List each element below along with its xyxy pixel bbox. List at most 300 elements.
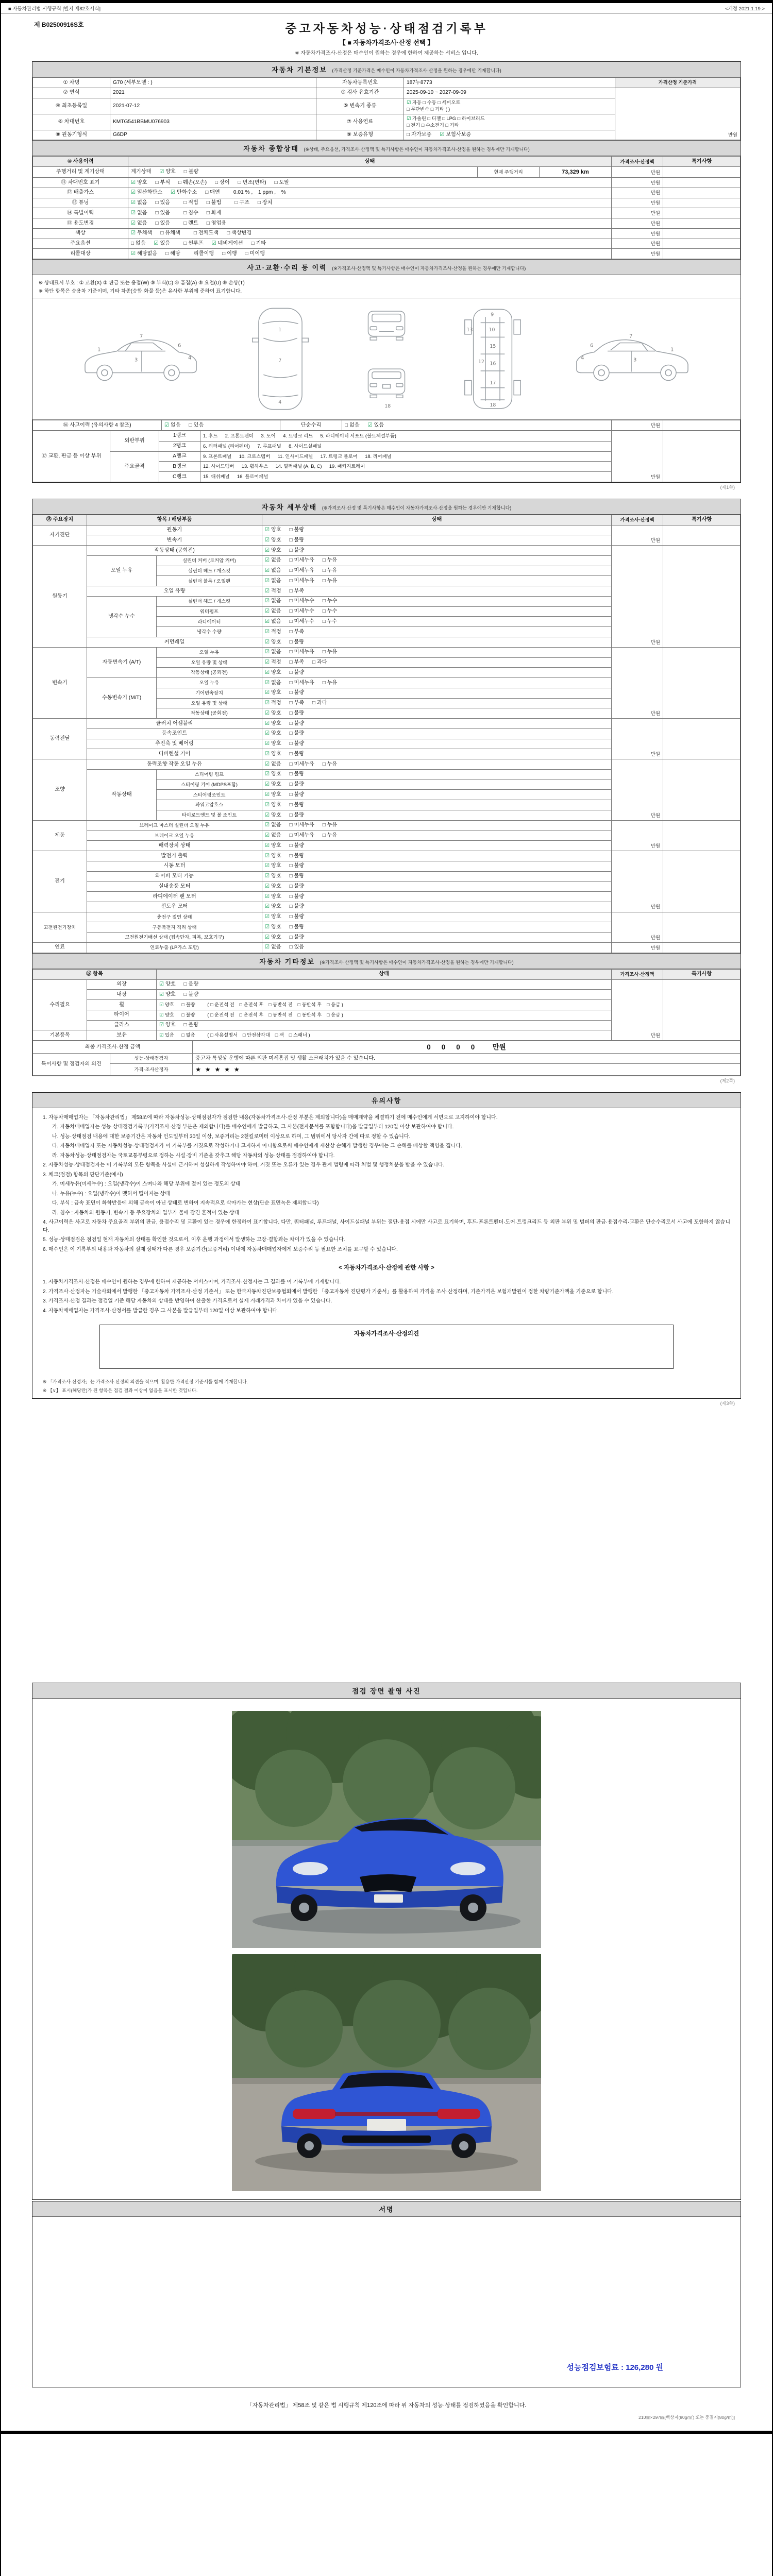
document-header xyxy=(1,14,772,61)
label-cell: B랭크 xyxy=(159,462,200,472)
value-cell: 1. 후드 2. 프론트펜더 3. 도어 4. 트렁크 리드 5. 라디에이터 서포트 (볼트체결부품) xyxy=(200,431,612,441)
form-reference-strip xyxy=(1,3,772,14)
label-cell: 오일 유량 xyxy=(87,586,262,597)
section-bar-detail-condition xyxy=(32,499,741,515)
column-header: 가격조사·산정액 xyxy=(612,157,663,167)
value-cell xyxy=(663,198,741,208)
label-cell: 라디에이터 팬 모터 xyxy=(87,892,262,902)
car-top-view-diagram xyxy=(244,303,316,414)
first-registration-date-value: 2021-07-12 xyxy=(110,98,316,114)
label-cell: 리콜대상 xyxy=(33,249,128,259)
value-cell xyxy=(663,979,741,1041)
svg-text:1: 1 xyxy=(97,347,101,353)
label-cell: 윈도우 모터 xyxy=(87,902,262,912)
form-reference-left: ■ 자동차관리법 시행규칙 [별지 제82호서식] xyxy=(8,6,100,12)
transmission-type-options: ☑ 자동 □ 수동 □ 세미오토 □ 무단변속 □ 기타 ( ) xyxy=(404,98,615,114)
fuel-type-options: ☑ 가솔린 □ 디젤 □ LPG □ 하이브리드 □ 전기 □ 수소전기 □ 기타 xyxy=(404,114,615,130)
notice-line: 4. 사고이력은 사고로 자동차 주요골격 부위의 판금, 용접수리 및 교환이 있는 경우에 한정하여 표기합니다. 다만, 쿼터패널, 루프패널, 사이드실패널 부위는 절단·용접 시에만 사고로 표기하며, 후드·프론트펜더·도어·트렁크리드 등 외판 부위 및 범퍼의 판금·용접수리·교환은 단순수리로서 사고에 포함하지 않습니다. xyxy=(43,1219,730,1233)
appraisal-opinion-box xyxy=(99,1325,674,1369)
value-cell: ☑ 양호 □ 불량 xyxy=(262,728,612,739)
section-bar-basic-info xyxy=(32,62,741,77)
value-cell xyxy=(663,912,741,942)
base-price-amount: 만원 xyxy=(615,88,741,140)
label-cell: 오일 누유 xyxy=(157,678,262,688)
label-cell: 조향 xyxy=(33,759,87,821)
value-cell: ☑ 양호 □ 불량 xyxy=(262,851,612,861)
label-cell: 충전구 절연 상태 xyxy=(87,912,262,922)
label-cell: 성능·상태점검자 xyxy=(110,1054,193,1064)
value-cell: ☑ 양호 □ 불량 xyxy=(262,871,612,882)
amount-cell: 만원 xyxy=(612,719,663,759)
notice-line: 가. 자동차매매업자는 성능·상태점검기록부(가격조사·산정 부분은 제외합니다)를 매수인에게 발급하고, 그 사본(전자문서를 포함합니다)을 발급일부터 120일 이상 보관하여야 합니다. xyxy=(52,1124,454,1130)
value-cell: 계기상태 ☑ 양호 □ 불량 xyxy=(128,167,478,178)
label-cell: ⑮ 용도변경 xyxy=(33,218,128,229)
label-cell: 전기 xyxy=(33,851,87,912)
label-cell: 오일 누유 xyxy=(157,647,262,657)
label-cell: 오일 유량 및 상태 xyxy=(157,698,262,708)
label-cell: 추진축 및 베어링 xyxy=(87,739,262,749)
amount-cell: 만원 xyxy=(612,979,663,1041)
label-cell: 연료누출 (LP가스 포함) xyxy=(87,942,262,953)
value-cell: ☑ 없음 □ 있음 xyxy=(262,942,612,953)
label-cell: 스티어링조인트 xyxy=(157,790,262,800)
premium-label: 성능점검보험료 : xyxy=(566,2363,624,2372)
car-underbody-diagram xyxy=(457,303,529,414)
svg-text:3: 3 xyxy=(134,357,138,363)
notice-line: 나. 누유(누수) : 오일(냉각수)이 맺혀서 떨어지는 상태 xyxy=(52,1191,170,1197)
label-cell: 외장 xyxy=(87,979,157,990)
accident-history-options: ☑ 없음 □ 있음 xyxy=(162,420,280,431)
value-cell: ☑ 없음 □ 미세누유 □ 누유 xyxy=(262,576,612,586)
label-cell: 현재 주행거리 xyxy=(477,167,539,178)
amount-cell: 만원 xyxy=(612,228,663,239)
label-cell: 클러치 어셈블리 xyxy=(87,719,262,729)
label-cell: 냉각수 수량 xyxy=(157,627,262,637)
label-cell: 색상 xyxy=(33,228,128,239)
photo-area xyxy=(32,1699,741,2199)
section-bar-accident-history xyxy=(32,259,741,275)
label-cell: ⑫ 배출가스 xyxy=(33,188,128,198)
label-cell: ⑧ 원동기형식 xyxy=(33,130,110,140)
label-cell: 고전원전기배선 상태 (접속단자, 피복, 보호기구) xyxy=(87,933,262,943)
svg-text:13: 13 xyxy=(466,327,473,333)
label-cell: 가격·조사산정자 xyxy=(110,1064,193,1076)
base-price-header: 가격산정 기준가격 xyxy=(615,78,741,88)
document-subtitle: 【 ■ 자동차가격조사·산정 선택 】 xyxy=(339,39,434,46)
value-cell xyxy=(663,167,741,178)
label-cell: 타이로드엔드 및 볼 조인트 xyxy=(157,810,262,821)
document-title: 중고자동차성능·상태점검기록부 xyxy=(285,22,488,35)
column-header: 상태 xyxy=(262,515,612,525)
value-cell: ☑ 적정 □ 부족 xyxy=(262,586,612,597)
odometer-value: 73,329 km xyxy=(539,167,611,178)
label-cell: 자동변속기 (A/T) xyxy=(87,647,157,677)
notices-footnotes xyxy=(32,1373,741,1398)
amount-cell: 만원 xyxy=(612,249,663,259)
label-cell: 작동상태 (공회전) xyxy=(87,546,262,556)
label-cell: 오일 누유 xyxy=(87,555,157,586)
section-notices xyxy=(32,1092,741,1399)
car-damage-diagrams xyxy=(32,298,741,420)
value-cell: ☑ 해당없음 □ 해당 리콜이행 □ 이행 □ 미이행 xyxy=(128,249,612,259)
column-header: 가격조사·산정액 xyxy=(612,515,663,525)
value-cell: ☑ 적정 □ 부족 □ 과다 xyxy=(262,698,612,708)
price-notices-text xyxy=(32,1273,741,1318)
value-cell: ☑ 없음 □ 미세누유 □ 누유 xyxy=(262,566,612,576)
value-cell: ☑ 없음 □ 미세누유 □ 누유 xyxy=(262,555,612,566)
label-cell: ⑦ 사용연료 xyxy=(316,114,404,130)
value-cell: ☑ 양호 □ 불량 xyxy=(262,882,612,892)
svg-text:4: 4 xyxy=(278,399,282,405)
label-cell: 글라스 xyxy=(87,1020,157,1030)
value-cell: ☑ 없음 □ 미세누유 □ 누유 xyxy=(262,759,612,770)
inspection-insurance-premium xyxy=(566,2362,663,2372)
value-cell: ☑ 양호 □ 불량 ( □ 운전석 전 □ 운전석 후 □ 동반석 전 □ 동반석 후 □ 응급 ) xyxy=(157,1010,612,1020)
notice-line: 다. 자동차매매업자 또는 자동차성능·상태점검자가 이 기록부를 거짓으로 작성하거나 고지하지 아니함으로써 매수인에게 재산상 손해가 발생한 경우에는 그 손해를 배상할 책임을 집니다. xyxy=(52,1143,462,1149)
label-cell: 원동기 xyxy=(33,546,87,648)
label-cell: ⑬ 튜닝 xyxy=(33,198,128,208)
section-bar-overall-condition xyxy=(32,140,741,156)
label-cell: 단순수리 xyxy=(280,420,342,431)
label-cell: 스티어링 펌프 xyxy=(157,769,262,779)
label-cell: 커먼레일 xyxy=(87,637,262,648)
section-note-accident-history: (※가격조사·산정액 및 특기사항은 매수인이 자동차가격조사·산정을 원하는 경우에만 기재합니다) xyxy=(332,266,526,272)
notice-line: 나. 성능·상태점검 내용에 대한 보증기간은 자동차 인도일부터 30일 이상, 보증거리는 2천킬로미터 이상으로 하며, 그 범위에서 당사자 간에 따로 정할 수 있습니다. xyxy=(52,1133,411,1140)
column-header: 특기사항 xyxy=(663,969,741,979)
svg-text:1: 1 xyxy=(670,347,674,353)
svg-text:1: 1 xyxy=(278,327,282,333)
notice-line: 3. 가격조사·산정 결과는 점검일 기준 해당 자동차의 상태를 반영하여 산출한 가격으로서 실제 거래가격과 차이가 있을 수 있습니다. xyxy=(43,1298,332,1304)
basic-info-table xyxy=(32,77,741,140)
label-cell: 2랭크 xyxy=(159,441,200,451)
amount-cell: 만원 xyxy=(612,647,663,718)
car-side-right-diagram xyxy=(567,311,696,406)
section-note-etc-info: (※가격조사·산정액 및 특기사항은 매수인이 자동차가격조사·산정을 원하는 경우에만 기재합니다) xyxy=(320,959,514,965)
value-cell: ☑ 양호 □ 불량 xyxy=(262,749,612,759)
label-cell: 변속기 xyxy=(87,535,262,546)
label-cell: 제동 xyxy=(33,820,87,851)
amount-cell: 만원 xyxy=(612,218,663,229)
label-cell: 주요옵션 xyxy=(33,239,128,249)
column-header: 상태 xyxy=(157,969,612,979)
notice-line: 5. 성능·상태점검은 점검일 현재 자동차의 상태를 확인한 것으로서, 이후 운행 과정에서 발생하는 고장·결함과는 차이가 있을 수 있습니다. xyxy=(43,1237,345,1243)
notice-line: 1. 자동차가격조사·산정은 매수인이 원하는 경우에 한하여 제공하는 서비스이며, 가격조사·산정자는 그 결과를 이 기록부에 기재합니다. xyxy=(43,1279,341,1285)
column-header: 가격조사·산정액 xyxy=(612,969,663,979)
section-title-photos: 점검 장면 촬영 사진 xyxy=(352,1687,421,1696)
svg-text:9: 9 xyxy=(490,312,494,318)
notice-line: 라. 자동차성능·상태점검자는 국토교통부령으로 정하는 시설·장비 기준을 갖추고 해당 자동차의 성능·상태를 점검하여야 합니다. xyxy=(52,1153,335,1159)
label-cell: 기어변속장치 xyxy=(157,688,262,698)
value-cell: 6. 쿼터패널 (리어펜더) 7. 루프패널 8. 사이드실패널 xyxy=(200,441,612,451)
value-cell xyxy=(663,546,741,648)
label-cell: 브레이크 오일 누유 xyxy=(87,831,262,841)
value-cell: ☑ 양호 □ 불량 xyxy=(262,546,612,556)
value-cell: ☑ 양호 □ 부식 □ 훼손(오손) □ 상이 □ 변조(변타) □ 도말 xyxy=(128,178,612,188)
label-cell: 기본품목 xyxy=(33,1030,87,1041)
model-year-value: 2021 xyxy=(110,88,316,98)
notice-line: 1. 자동차매매업자는 「자동차관리법」 제58조에 따라 자동차성능·상태점검자가 점검한 내용(자동차가격조사·산정 부분은 제외합니다)을 매매계약을 체결하기 전에 매수인에게 서면으로 고지하여야 합니다. xyxy=(43,1114,498,1121)
value-cell xyxy=(663,431,741,482)
inspection-photo-rear xyxy=(232,1954,541,2191)
amount-cell: 만원 xyxy=(612,420,663,431)
inspection-valid-period-value: 2025-09-10 ~ 2027-09-09 xyxy=(404,88,615,98)
amount-cell: 만원 xyxy=(612,525,663,546)
car-side-left-diagram xyxy=(77,311,206,406)
column-header: 특기사항 xyxy=(663,157,741,167)
column-header: ⑲ 항목 xyxy=(33,969,157,979)
label-cell: 동력전달 xyxy=(33,719,87,759)
value-cell: ☑ 없음 □ 미세누수 □ 누수 xyxy=(262,596,612,606)
form-reference-right: <개정 2021.1.19.> xyxy=(725,6,765,12)
notice-line: 가. 미세누유(미세누수) : 오일(냉각수)이 스며나와 해당 부위에 젖어 있는 정도의 상태 xyxy=(52,1181,241,1188)
value-cell: ☑ 양호 □ 불량 xyxy=(262,668,612,678)
page-marker-2: (제2쪽) xyxy=(720,1078,735,1083)
notice-line: 라. 침수 : 자동차의 원동기, 변속기 등 주요장치의 일부가 물에 잠긴 흔적이 있는 상태 xyxy=(52,1210,240,1216)
footer-paper-spec: 210㎜×297㎜[백상지(80g/㎡) 또는 중질지(80g/㎡)] xyxy=(638,2415,735,2420)
label-cell: 주행거리 및 계기상태 xyxy=(33,167,128,178)
column-header: 특기사항 xyxy=(663,515,741,525)
amount-cell: 만원 xyxy=(612,198,663,208)
page-bottom-edge xyxy=(1,2431,772,2434)
value-cell: ☑ 양호 □ 불량 ( □ 운전석 전 □ 운전석 후 □ 동반석 전 □ 동반석 후 □ 응급 ) xyxy=(157,1000,612,1010)
value-cell: ☑ 없음 □ 있음 □ 침수 □ 화재 xyxy=(128,208,612,218)
value-cell: ☑ 양호 □ 불량 xyxy=(262,861,612,871)
inspection-photo-front xyxy=(232,1711,541,1948)
value-cell: ☑ 없음 □ 미세누유 □ 누유 xyxy=(262,831,612,841)
svg-text:3: 3 xyxy=(633,357,637,363)
value-cell: ☑ 없음 □ 있음 □ 적법 □ 불법 □ 구조 □ 장치 xyxy=(128,198,612,208)
amount-cell: 만원 xyxy=(612,546,663,648)
section-note-basic-info: (가격산정 기준가격은 매수인이 자동차가격조사·산정을 원하는 경우에만 기재합니다) xyxy=(332,68,501,73)
value-cell: ☑ 양호 □ 불량 xyxy=(262,739,612,749)
column-header: ⑱ 주요장치 xyxy=(33,515,87,525)
value-cell: ☑ 양호 □ 불량 xyxy=(262,769,612,779)
label-cell: 연료 xyxy=(33,942,87,953)
amount-cell: 만원 xyxy=(612,820,663,851)
section-note-detail-condition: (※가격조사·산정 및 특기사항은 매수인이 자동차가격조사·산정을 원하는 경우에만 기재합니다) xyxy=(322,505,512,511)
svg-text:4: 4 xyxy=(188,355,192,361)
engine-type-value: G6DP xyxy=(110,130,316,140)
amount-cell: 만원 xyxy=(612,208,663,218)
value-cell: ☑ 양호 □ 불량 xyxy=(262,790,612,800)
section-title-overall-condition: 자동차 종합상태 xyxy=(243,145,299,153)
value-cell: ☑ 양호 □ 불량 xyxy=(262,719,612,729)
value-cell: ☑ 없음 □ 있음 □ 렌트 □ 영업용 xyxy=(128,218,612,229)
amount-cell: 만원 xyxy=(612,759,663,821)
value-cell: ☑ 양호 □ 불량 xyxy=(262,637,612,648)
accident-history-label: ⑯ 사고이력 (유의사항 4 참조) xyxy=(33,420,162,431)
value-cell: ☑ 양호 □ 불량 xyxy=(262,922,612,933)
car-front-rear-diagram xyxy=(356,303,417,414)
section-title-detail-condition: 자동차 세부상태 xyxy=(261,503,317,511)
notice-line: ※ 【∨】 표시(해당란)가 된 항목은 점검 결과 이상이 없음을 표시한 것입니다. xyxy=(43,1388,198,1394)
label-cell: 수리필요 xyxy=(33,979,87,1030)
notice-line: 2. 자동차성능·상태점검자는 이 기록부의 모든 항목을 사실에 근거하여 성실하게 작성하여야 하며, 거짓 또는 오류가 있는 경우 관계 법령에 따라 처벌 및 행정처분을 받을 수 있습니다. xyxy=(43,1162,445,1168)
price-notice-title: < 자동차가격조사·산정에 관한 사항 > xyxy=(339,1265,434,1272)
section-title-sign: 서명 xyxy=(379,2206,394,2214)
label-cell: ⑤ 변속기 종류 xyxy=(316,98,404,114)
value-cell xyxy=(663,239,741,249)
etc-info-table xyxy=(32,969,741,1041)
value-cell xyxy=(663,420,741,431)
svg-text:6: 6 xyxy=(177,343,181,349)
value-cell: ☑ 없음 □ 미세누유 □ 누유 xyxy=(262,820,612,831)
diagram-note: ※ 하단 항목은 승용차 기준이며, 기타 차종(승합·화물 등)은 유사한 부위에 준하여 표기합니다. xyxy=(39,289,242,295)
label-cell: 실린더 블록 / 오일팬 xyxy=(157,576,262,586)
label-cell: 외판부위 xyxy=(110,431,159,451)
value-cell: □ 없음 ☑ 있음 □ 썬루프 ☑ 네비게이션 □ 기타 xyxy=(128,239,612,249)
overall-condition-table xyxy=(32,156,741,259)
value-cell: ☑ 적정 □ 부족 □ 과다 xyxy=(262,657,612,668)
value-cell xyxy=(663,820,741,851)
label-cell: 1랭크 xyxy=(159,431,200,441)
value-cell xyxy=(663,719,741,759)
svg-text:15: 15 xyxy=(490,344,496,350)
value-cell: ☑ 양호 □ 불량 xyxy=(262,708,612,719)
emission-values: ☑ 일산화탄소 ☑ 탄화수소 □ 매연 0.01 % , 1 ppm , % xyxy=(128,188,612,198)
inspector-opinion-text: 중고차 특성상 운행에 따른 외판 미세흠집 및 생활 스크래치가 있을 수 있습니다. xyxy=(193,1054,741,1064)
label-cell: 시동 모터 xyxy=(87,861,262,871)
label-cell: 라디에이터 xyxy=(157,617,262,627)
value-cell: ☑ 없음 □ 미세누유 □ 누유 xyxy=(262,647,612,657)
svg-text:18: 18 xyxy=(384,403,391,410)
label-cell: 실린더 헤드 / 개스킷 xyxy=(157,596,262,606)
document-number: 제 B02500916S호 xyxy=(34,21,84,28)
value-cell: ☑ 양호 □ 불량 xyxy=(262,535,612,546)
amount-cell: 만원 xyxy=(612,912,663,942)
value-cell xyxy=(663,249,741,259)
value-cell: ☑ 양호 □ 불량 xyxy=(262,800,612,810)
label-cell: 브레이크 마스터 실린더 오일 누유 xyxy=(87,820,262,831)
blank-area xyxy=(1,1415,772,1683)
svg-text:6: 6 xyxy=(590,343,594,349)
value-cell: ☑ 양호 □ 불량 xyxy=(157,979,612,990)
section-title-basic-info: 자동차 기본정보 xyxy=(272,66,327,74)
label-cell: 고전원전기장치 xyxy=(33,912,87,942)
label-cell: 자기진단 xyxy=(33,525,87,546)
value-cell xyxy=(663,228,741,239)
value-cell: ☑ 양호 □ 불량 xyxy=(262,779,612,790)
value-cell xyxy=(663,218,741,229)
value-cell: ☑ 양호 □ 불량 xyxy=(262,933,612,943)
label-cell: 발전기 출력 xyxy=(87,851,262,861)
label-cell: ⑨ 보증유형 xyxy=(316,130,404,140)
exchange-repair-table xyxy=(32,431,741,482)
label-cell: 실린더 커버 (로커암 커버) xyxy=(157,555,262,566)
label-cell: ② 연식 xyxy=(33,88,110,98)
amount-cell: 만원 xyxy=(612,167,663,178)
label-cell: ⑪ 차대번호 표기 xyxy=(33,178,128,188)
label-cell: 오일 유량 및 상태 xyxy=(157,657,262,668)
vehicle-name-value: G70 (세부모델 : ) xyxy=(110,78,316,88)
value-cell: ☑ 있음 □ 없음 ( □ 사용설명서 □ 안전삼각대 □ 잭 □ 스패너 ) xyxy=(157,1030,612,1041)
premium-value: 126,280 원 xyxy=(626,2363,663,2372)
simple-repair-options: □ 없음 ☑ 있음 xyxy=(342,420,612,431)
label-cell: 특이사항 및 점검자의 의견 xyxy=(33,1054,110,1076)
section-bar-photos xyxy=(32,1683,741,1699)
label-cell: 주요골격 xyxy=(110,451,159,482)
svg-text:16: 16 xyxy=(490,361,496,367)
svg-text:17: 17 xyxy=(490,380,496,386)
label-cell: ⑰ 교환, 판금 등 이상 부위 xyxy=(33,431,110,482)
section-title-accident-history: 사고·교환·수리 등 이력 xyxy=(247,264,327,272)
value-cell: ☑ 적정 □ 부족 xyxy=(262,627,612,637)
section-note-overall-condition: (※상태, 주요옵션, 가격조사·산정액 및 특기사항은 매수인이 자동차가격조사·산정을 원하는 경우에만 기재합니다) xyxy=(304,147,530,152)
svg-text:18: 18 xyxy=(490,402,496,409)
document-title-note: ※ 자동차가격조사·산정은 매수인이 원하는 경우에 한하여 제공하는 서비스 입니다. xyxy=(295,50,478,56)
notice-line: 다. 부식 : 금속 표면이 화학반응에 의해 금속이 아닌 상태로 변하여 지속적으로 삭아가는 현상(단순 표면녹은 제외합니다) xyxy=(52,1200,319,1207)
label-cell: 파워고압호스 xyxy=(157,800,262,810)
section-title-notices: 유의사항 xyxy=(371,1096,402,1105)
section-block-detail xyxy=(32,499,741,1076)
svg-text:7: 7 xyxy=(139,333,143,340)
value-cell: ☑ 양호 □ 불량 xyxy=(262,841,612,851)
svg-text:7: 7 xyxy=(278,358,282,364)
footer-statement: 「자동차관리법」 제58조 및 같은 법 시행규칙 제120조에 따라 위 자동차의 성능·상태를 점검하였음을 확인합니다. xyxy=(246,2402,527,2409)
notice-line: 3. 체크(점검) 항목의 판단기준(예시) xyxy=(43,1172,123,1178)
notice-line: ※ 「가격조사·산정자」는 가격조사·산정의 의견을 적으며, 활용한 가격산정 기준서를 함께 기재합니다. xyxy=(43,1379,248,1385)
value-cell xyxy=(663,178,741,188)
value-cell: ☑ 없음 □ 미세누수 □ 누수 xyxy=(262,617,612,627)
value-cell: ☑ 양호 □ 불량 xyxy=(157,990,612,1000)
section-block-overview xyxy=(32,61,741,483)
label-cell: 작동상태 xyxy=(87,769,157,820)
label-cell: 변속기 xyxy=(33,647,87,718)
label-cell: 디퍼렌셜 기어 xyxy=(87,749,262,759)
value-cell: ☑ 양호 □ 불량 xyxy=(262,525,612,535)
value-cell xyxy=(663,759,741,821)
section-bar-sign xyxy=(32,2201,741,2217)
value-cell xyxy=(663,188,741,198)
label-cell: 동력조향 작동 오일 누유 xyxy=(87,759,262,770)
label-cell: ④ 최초등록일 xyxy=(33,98,110,114)
label-cell: 냉각수 누수 xyxy=(87,596,157,637)
vin-value: KMTG541BBMU076903 xyxy=(110,114,316,130)
column-header: 상태 xyxy=(128,157,612,167)
value-cell: ☑ 양호 □ 불량 xyxy=(262,688,612,698)
amount-cell: 만원 xyxy=(612,431,663,482)
value-cell: ☑ 없음 □ 미세누유 □ 누유 xyxy=(262,678,612,688)
label-cell: 타이어 xyxy=(87,1010,157,1020)
label-cell: 배력장치 상태 xyxy=(87,841,262,851)
page-marker-1: (제1쪽) xyxy=(720,484,735,490)
page-marker-3: (제3쪽) xyxy=(720,1401,735,1406)
label-cell: 실내송풍 모터 xyxy=(87,882,262,892)
value-cell xyxy=(663,208,741,218)
value-cell: 15. 대쉬패널 16. 플로어패널 xyxy=(200,472,612,482)
label-cell: 보유 xyxy=(87,1030,157,1041)
appraiser-name-stars: ★ ★ ★ ★ ★ xyxy=(193,1064,741,1076)
svg-text:7: 7 xyxy=(629,333,633,340)
value-cell: ☑ 양호 □ 불량 xyxy=(262,810,612,821)
value-cell: ☑ 없음 □ 미세누수 □ 누수 xyxy=(262,606,612,617)
value-cell: 9. 프론트패널 10. 크로스멤버 11. 인사이드패널 17. 트렁크 플로어 18. 리어패널 xyxy=(200,451,612,462)
warranty-type-options: □ 자가보증 ☑ 보험사보증 xyxy=(404,130,615,140)
value-cell xyxy=(663,525,741,546)
amount-cell: 만원 xyxy=(612,851,663,912)
amount-cell: 만원 xyxy=(612,239,663,249)
label-cell: 구동축전지 격리 상태 xyxy=(87,922,262,933)
label-cell: 수동변속기 (M/T) xyxy=(87,678,157,719)
final-price-label: 최종 가격조사·산정 금액 xyxy=(33,1041,193,1054)
section-bar-etc-info xyxy=(32,953,741,969)
value-cell: ☑ 무채색 □ 유채색 □ 전체도색 □ 색상변경 xyxy=(128,228,612,239)
final-appraisal-table xyxy=(32,1041,741,1076)
label-cell: ③ 검사 유효기간 xyxy=(316,88,404,98)
value-cell: ☑ 양호 □ 불량 xyxy=(262,892,612,902)
label-cell: 자동차등록번호 xyxy=(316,78,404,88)
state-code-legend: ※ 상태표시 부호 : ① 교환(X) ② 판금 또는 용접(W) ③ 부식(C) ④ 흠집(A) ⑤ 요철(U) ⑥ 손상(T) xyxy=(39,280,245,286)
